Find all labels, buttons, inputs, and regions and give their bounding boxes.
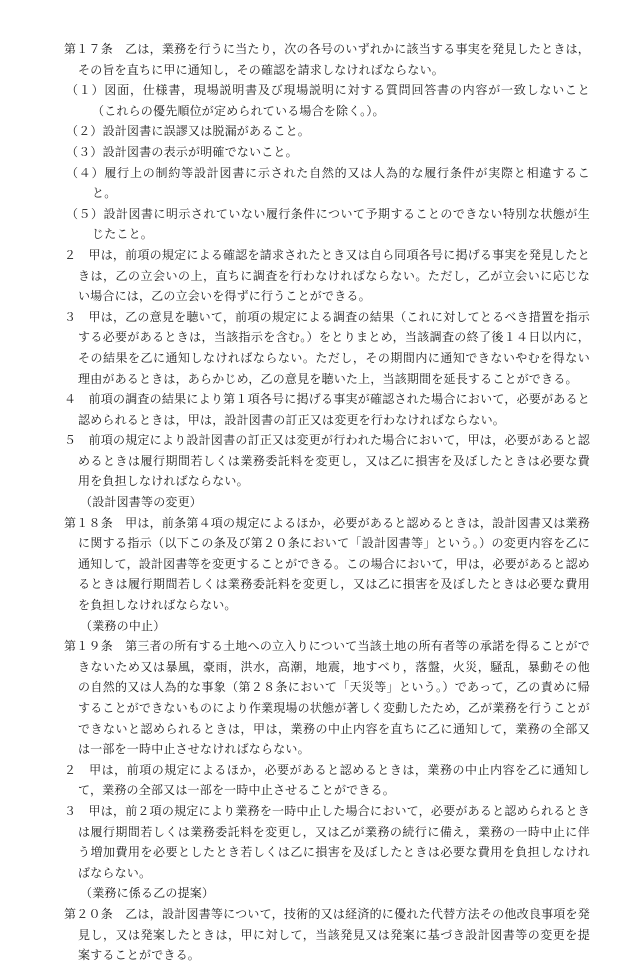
article-17-paragraph-5: ５ 前項の規定により設計図書の訂正又は変更が行われた場合において，甲は，必要があると認めるときは履行期間若しくは業務委託料を変更し，又は乙に損害を及ぼしたときは必要な費用を負担しなければならない。: [64, 433, 590, 489]
article-20-heading: （業務に係る乙の提案）: [80, 886, 215, 901]
article-17: 第１７条 乙は，業務を行うに当たり，次の各号のいずれかに該当する事実を発見したときは，その旨を直ちに甲に通知し，その確認を請求しなければならない。: [64, 42, 590, 77]
article-18-heading: （設計図書等の変更）: [80, 495, 203, 510]
article-20: 第２０条 乙は，設計図書等について，技術的又は経済的に優れた代替方法その他改良事項を発見し，又は発案したときは，甲に対して，当該発見又は発案に基づき設計図書等の変更を提案することができる。: [64, 906, 590, 963]
article-18: 第１８条 甲は，前条第４項の規定によるほか，必要があると認めるときは，設計図書又は業務に関する指示（以下この条及び第２０条において「設計図書等」という。）の変更内容を乙に通知して，設計図書等を変更することができる。この場合において，甲は，必要があると認めるときは履行期間若しくは業務委託料を変更し，又は乙に損害を及ぼしたときは必要な費用を負担しなければならない。: [64, 515, 590, 613]
article-19-heading: （業務の中止）: [80, 618, 166, 633]
article-17-item-4: （４）履行上の制約等設計図書に示された自然的又は人為的な履行条件が実際と相違すること。: [66, 165, 590, 201]
article-17-paragraph-3: ３ 甲は，乙の意見を聴いて，前項の規定による調査の結果（これに対してとるべき措置を指示する必要があるときは，当該指示を含む。）をとりまとめ，当該調査の終了後１４日以内に，その結果を乙に通知しなければならない。ただし，その期間内に通知できないやむを得ない理由があるときは，あらかじめ，乙の意見を聴いた上，当該期間を延長することができる。: [64, 309, 590, 386]
article-19: 第１９条 第三者の所有する土地への立入りについて当該土地の所有者等の承諾を得ることができないため又は暴風，豪雨，洪水，高潮，地震，地すべり，落盤，火災，騒乱，暴動その他の自然的又は人為的な事象（第２８条において「天災等」という。）であって，乙の責めに帰することができないものにより作業現場の状態が著しく変動したため，乙が業務を行うことができないと認められるときは，甲は，業務の中止内容を直ちに乙に通知して，業務の全部又は一部を一時中止させなければならない。: [64, 639, 590, 757]
article-17-paragraph-2: ２ 甲は，前項の規定による確認を請求されたとき又は自ら同項各号に掲げる事実を発見したときは，乙の立会いの上，直ちに調査を行わなければならない。ただし，乙が立会いに応じない場合には，乙の立会いを得ずに行うことができる。: [64, 247, 590, 304]
article-19-paragraph-2: ２ 甲は，前項の規定によるほか，必要があると認めるときは，業務の中止内容を乙に通知して，業務の全部又は一部を一時中止させることができる。: [64, 762, 590, 798]
article-17-paragraph-4: ４ 前項の調査の結果により第１項各号に掲げる事実が確認された場合において，必要があると認められるときは，甲は，設計図書の訂正又は変更を行わなければならない。: [64, 392, 590, 427]
article-19-paragraph-3: ３ 甲は，前２項の規定により業務を一時中止した場合において，必要があると認められるときは履行期間若しくは業務委託料を変更し，又は乙が業務の続行に備え，業務の一時中止に伴う増加費用を必要としたとき若しくは乙に損害を及ぼしたときは必要な費用を負担しなければならない。: [64, 803, 590, 880]
article-17-item-3: （３）設計図書の表示が明確でないこと。: [66, 144, 298, 159]
article-17-item-5: （５）設計図書に明示されていない履行条件について予期することのできない特別な状態が生じたこと。: [66, 206, 590, 242]
article-17-item-1: （１）図面，仕様書，現場説明書及び現場説明に対する質問回答書の内容が一致しないこと（これらの優先順位が定められている場合を除く。）。: [66, 83, 590, 118]
article-17-item-2: （２）設計図書に誤謬又は脱漏があること。: [66, 124, 311, 139]
